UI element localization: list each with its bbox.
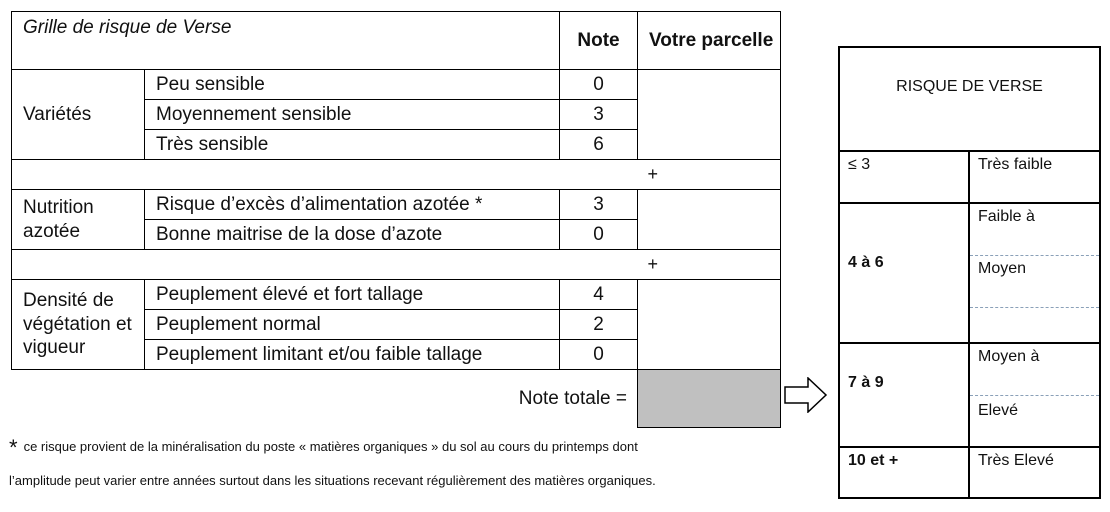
parcelle-input-densite[interactable] bbox=[638, 280, 781, 370]
row-label: Peuplement élevé et fort tallage bbox=[145, 280, 560, 310]
total-label: Note totale = bbox=[518, 387, 627, 409]
row-note: 6 bbox=[560, 130, 638, 160]
risk-level: Moyen bbox=[970, 256, 1099, 308]
risk-score: ≤ 3 bbox=[840, 152, 970, 202]
grid-title: Grille de risque de Verse bbox=[12, 12, 560, 70]
risk-grid-table bbox=[11, 11, 781, 428]
risk-score: 4 à 6 bbox=[840, 204, 970, 342]
col-parcelle-header: Votre parcelle bbox=[638, 12, 781, 70]
row-label: Peuplement limitant et/ou faible tallage bbox=[145, 340, 560, 370]
row-note: 2 bbox=[560, 310, 638, 340]
risk-level-table bbox=[838, 46, 1101, 499]
group-label-nutrition: Nutrition azotée bbox=[12, 190, 145, 250]
risk-table-title: RISQUE DE VERSE bbox=[840, 48, 1099, 152]
row-label: Très sensible bbox=[145, 130, 560, 160]
plus-separator: + bbox=[12, 250, 781, 280]
footnote-line-1: ce risque provient de la minéralisation du poste « matières organiques » du sol au cours du printemps dont bbox=[23, 439, 638, 454]
col-note-header: Note bbox=[560, 12, 638, 70]
risk-row bbox=[840, 448, 1099, 499]
risk-row bbox=[840, 204, 1099, 344]
row-label: Risque d’excès d’alimentation azotée * bbox=[145, 190, 560, 220]
risk-row bbox=[840, 152, 1099, 204]
footnote-star: * bbox=[9, 435, 18, 460]
parcelle-input-varietes[interactable] bbox=[638, 70, 781, 160]
row-label: Moyennement sensible bbox=[145, 100, 560, 130]
group-label-varietes: Variétés bbox=[12, 70, 145, 160]
row-label: Peu sensible bbox=[145, 70, 560, 100]
risk-level: Très Elevé bbox=[978, 452, 1054, 469]
total-score-box[interactable] bbox=[638, 370, 781, 428]
risk-level: Très faible bbox=[978, 156, 1053, 173]
row-label: Peuplement normal bbox=[145, 310, 560, 340]
risk-level: Faible à bbox=[970, 204, 1099, 256]
right-arrow-icon bbox=[784, 377, 828, 413]
risk-row bbox=[840, 344, 1099, 448]
row-note: 0 bbox=[560, 220, 638, 250]
row-note: 0 bbox=[560, 340, 638, 370]
plus-separator: + bbox=[12, 160, 781, 190]
footnote-line-2: l’amplitude peut varier entre années surtout dans les situations recevant régulièrement des matières organiques. bbox=[9, 472, 656, 488]
footnote bbox=[9, 428, 809, 493]
risk-score: 7 à 9 bbox=[840, 344, 970, 446]
risk-level: Moyen à bbox=[970, 344, 1099, 396]
row-note: 4 bbox=[560, 280, 638, 310]
row-note: 3 bbox=[560, 100, 638, 130]
row-label: Bonne maitrise de la dose d’azote bbox=[145, 220, 560, 250]
row-note: 3 bbox=[560, 190, 638, 220]
group-label-densite: Densité de végétation et vigueur bbox=[12, 280, 145, 370]
risk-score: 10 et + bbox=[840, 448, 970, 499]
risk-level bbox=[970, 308, 1099, 342]
parcelle-input-nutrition[interactable] bbox=[638, 190, 781, 250]
risk-level: Elevé bbox=[978, 402, 1019, 419]
row-note: 0 bbox=[560, 70, 638, 100]
